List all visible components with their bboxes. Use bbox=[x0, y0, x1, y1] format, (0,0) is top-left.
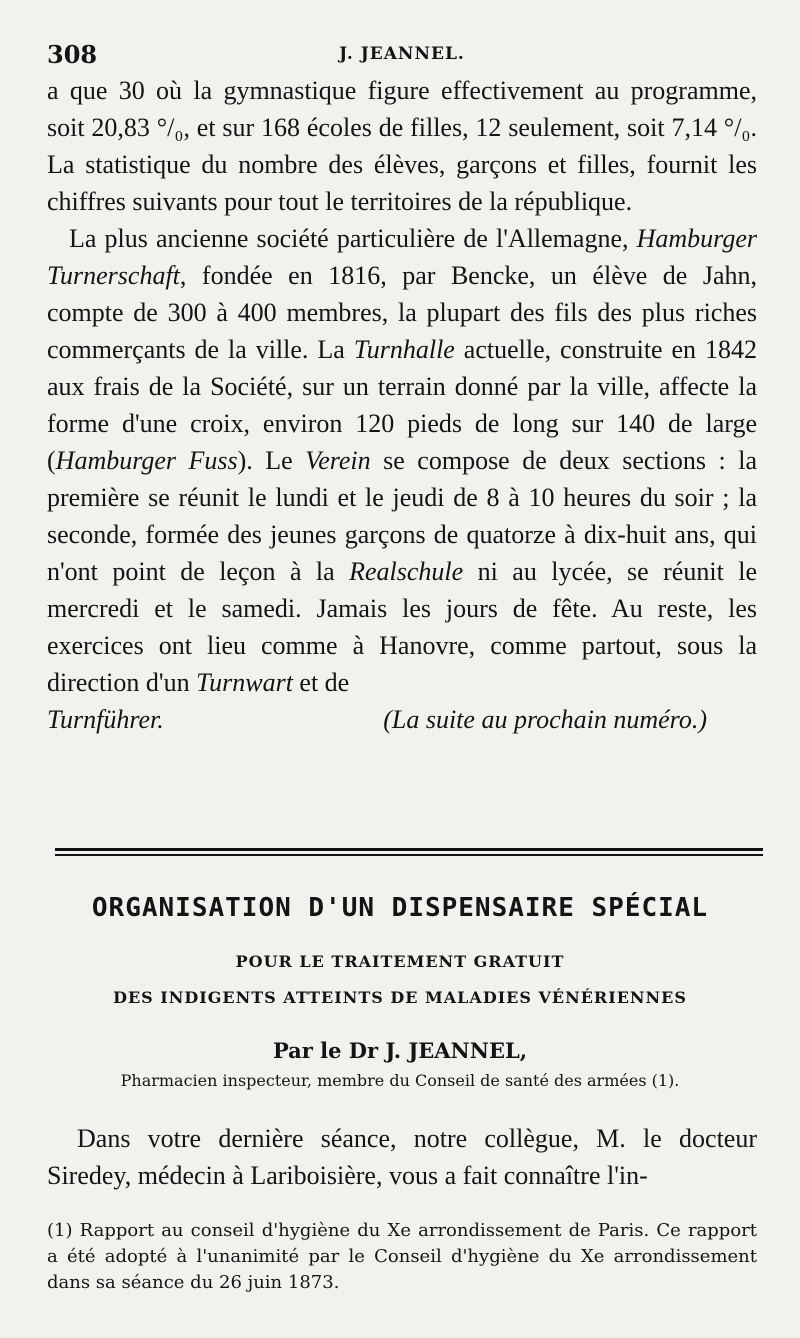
text-run: , fondée en 1816, par Bencke, un élève de Jahn, compte de 300 à 400 membres, la plupart des fils des plus riches commerçants de la ville. La bbox=[47, 261, 757, 364]
italic-term: Turnwart bbox=[196, 668, 293, 697]
article-subtitle: DES INDIGENTS ATTEINTS DE MALADIES VÉNÉRIENNES bbox=[113, 988, 687, 1007]
paragraph: a que 30 où la gymnastique figure effectivement au programme, soit 20,83 °/₀, et sur 168 écoles de filles, 12 seulement, soit 7,14 °/₀. La statistique du nombre des élèves, garçons et filles, fournit les chiffres suivants pour tout le territoires de la république. bbox=[47, 76, 757, 216]
italic-term: Turnhalle bbox=[353, 335, 455, 364]
text-run: La plus ancienne société particulière de l'Allemagne, bbox=[69, 224, 637, 253]
italic-term: Verein bbox=[305, 446, 371, 475]
article-continuation bbox=[47, 72, 757, 738]
to-be-continued-note: (La suite au prochain numéro.) bbox=[383, 705, 707, 734]
italic-term: Turnführer. bbox=[47, 705, 164, 734]
article-title: ORGANISATION D'UN DISPENSAIRE SPÉCIAL bbox=[91, 893, 709, 923]
italic-term: Hamburger Turnerschaft bbox=[47, 224, 757, 290]
paragraph: Dans votre dernière séance, notre collègue, M. le docteur Siredey, médecin à Lariboisière, vous a fait connaître l'in- bbox=[47, 1124, 757, 1190]
text-run: ni au lycée, se réunit le mercredi et le samedi. Jamais les jours de fête. Au reste, les exercices ont lieu comme à Hanovre, comme partout, sous la direction d'un bbox=[47, 557, 757, 697]
footnote-text: (1) Rapport au conseil d'hygiène du Xe arrondissement de Paris. Ce rapport a été adopté à l'unanimité par le Conseil d'hygiène du Xe arrondissement dans sa séance du 26 juin 1873. bbox=[47, 1220, 757, 1293]
italic-term: Realschule bbox=[349, 557, 464, 586]
running-head: J. JEANNEL. bbox=[339, 44, 465, 64]
author-affiliation: Pharmacien inspecteur, membre du Conseil de santé des armées (1). bbox=[120, 1071, 680, 1090]
section-divider bbox=[55, 848, 763, 856]
page-number: 308 bbox=[47, 40, 98, 69]
paragraph bbox=[47, 220, 757, 701]
text-run: actuelle, construite en 1842 aux frais de la Société, sur un terrain donné par la ville, affecte la forme d'une croix, environ 120 pieds de long sur 140 de large ( bbox=[47, 335, 757, 475]
author-line: Par le Dr J. JEANNEL, bbox=[272, 1038, 528, 1063]
page-header bbox=[47, 40, 757, 72]
article-body bbox=[47, 1120, 757, 1194]
text-run: ). Le bbox=[237, 446, 306, 475]
article-subtitle: POUR LE TRAITEMENT GRATUIT bbox=[235, 952, 565, 971]
text-run: et de bbox=[292, 668, 350, 697]
footnote bbox=[47, 1218, 757, 1296]
italic-term: Hamburger Fuss bbox=[55, 446, 238, 475]
continuation-line bbox=[47, 701, 757, 738]
text-run: se compose de deux sections : la première se réunit le lundi et le jeudi de 8 à 10 heures du soir ; la seconde, formée des jeunes garçons de quatorze à dix-huit ans, qui n'ont point de leçon à la bbox=[47, 446, 757, 586]
